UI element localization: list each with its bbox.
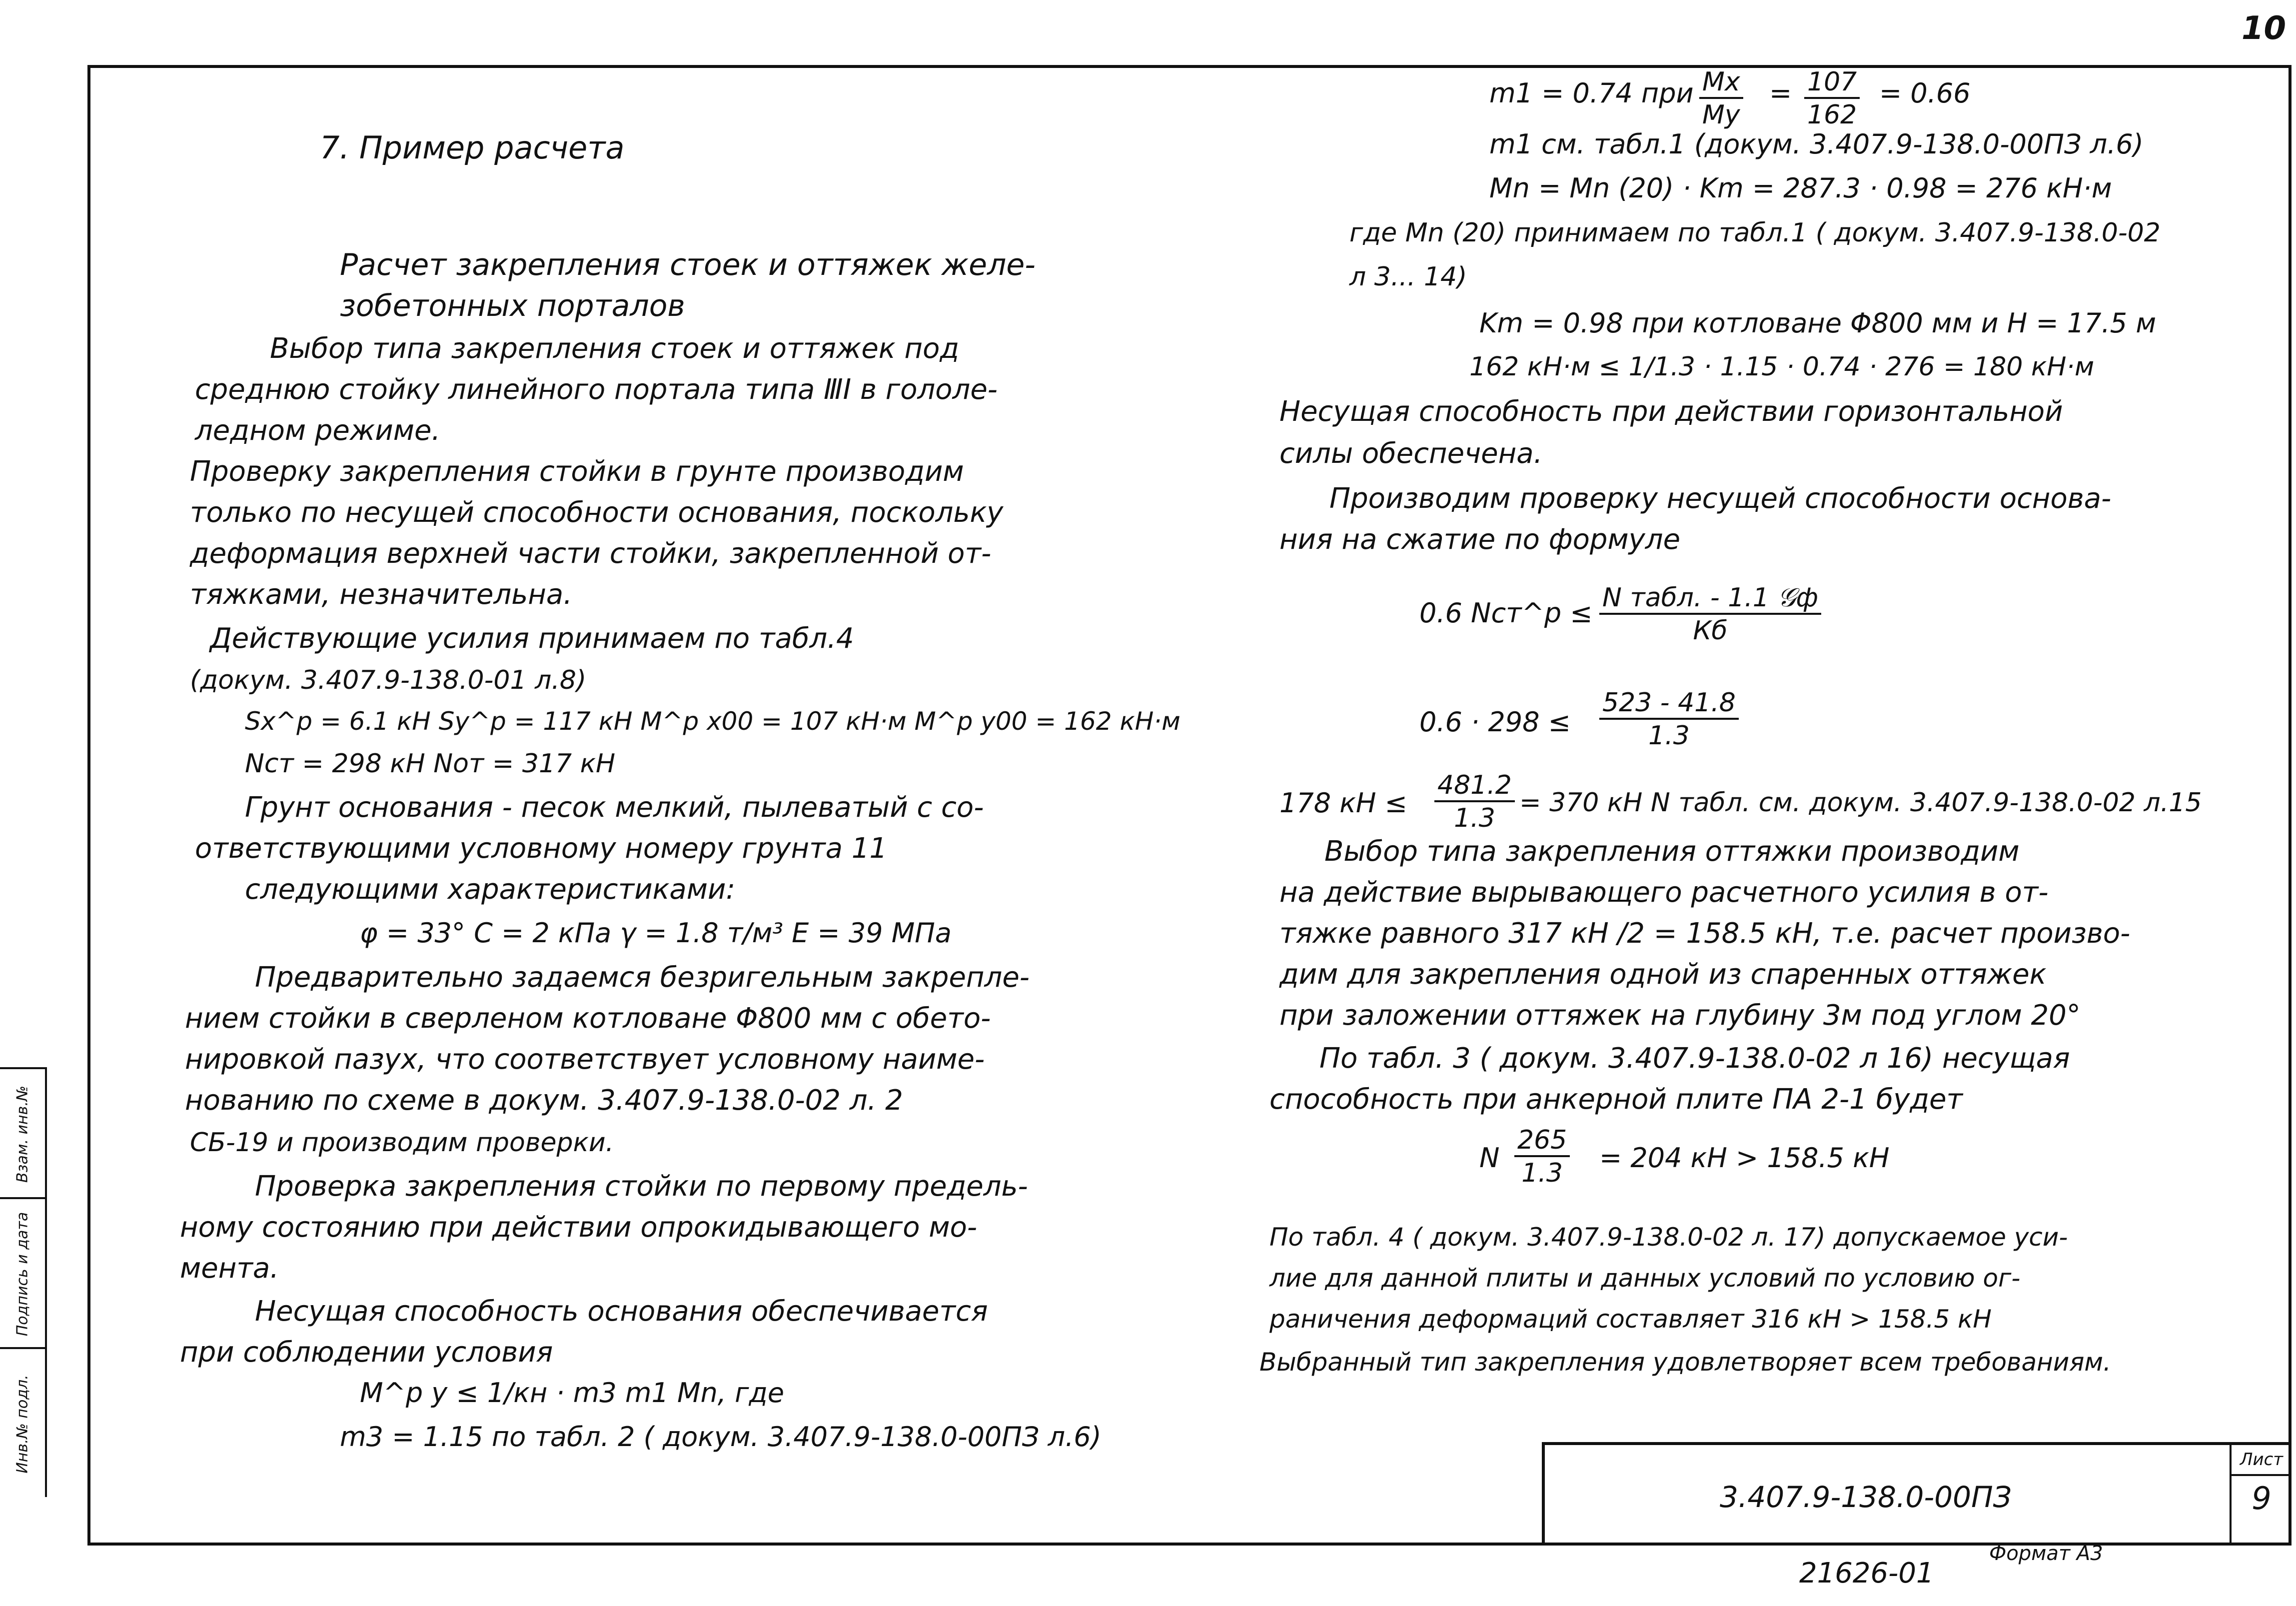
fraction-denominator: Кб <box>1693 616 1728 646</box>
text-line: нованию по схеме в докум. 3.407.9-138.0-02 л. 2 <box>185 1084 903 1117</box>
text-line: Несущая способность при действии горизонтальной <box>1279 395 2063 428</box>
formula-line: = 370 кН N табл. см. докум. 3.407.9-138.0-02 л.15 <box>1519 788 2202 818</box>
text-line: По табл. 3 ( докум. 3.407.9-138.0-02 л 16) несущая <box>1319 1042 2070 1075</box>
text-line: л 3... 14) <box>1349 262 1467 292</box>
formula-line: m1 см. табл.1 (докум. 3.407.9-138.0-00ПЗ л.6) <box>1489 128 2144 160</box>
text-line: Проверку закрепления стойки в грунте производим <box>190 455 964 488</box>
text-line: следующими характеристиками: <box>245 873 736 906</box>
side-stamp-label: Инв.№ подл. <box>13 1375 31 1474</box>
fraction-denominator: My <box>1702 100 1740 130</box>
fraction-n-values <box>1599 690 1739 749</box>
text-line: нием стойки в сверленом котловане Φ800 мм с обето- <box>185 1002 991 1035</box>
text-line: где Mn (20) принимаем по табл.1 ( докум. 3.407.9-138.0-02 <box>1349 218 2161 248</box>
side-stamp-label: Подпись и дата <box>13 1212 31 1337</box>
formula-line: 0.6 · 298 ≤ <box>1419 706 1571 738</box>
side-stamp-label: Взам. инв.№ <box>13 1085 31 1183</box>
fraction-numerator: N табл. - 1.1 𝒢ф <box>1599 585 1821 615</box>
text-line: тяжками, незначительна. <box>190 578 572 611</box>
formula-line: Km = 0.98 при котловане Φ800 мм и H = 17.5 м <box>1479 307 2157 339</box>
fraction-anchor <box>1514 1127 1570 1186</box>
title-block <box>1542 1442 2292 1546</box>
text-line: при соблюдении условия <box>180 1336 553 1369</box>
text-line: Несущая способность основания обеспечивается <box>255 1295 988 1328</box>
page-number: 10 <box>2242 10 2287 47</box>
formula-line: 0.6 Nст^p ≤ <box>1419 597 1593 629</box>
formula-line: N <box>1479 1142 1500 1174</box>
sheet-label: Лист <box>2232 1445 2292 1476</box>
text-line: Производим проверку несущей способности основа- <box>1329 482 2112 515</box>
section-heading: 7. Пример расчета <box>320 129 625 166</box>
fraction-numerator: 481.2 <box>1434 772 1515 802</box>
fraction-mx-my <box>1699 69 1743 128</box>
sheet-number: 9 <box>2252 1480 2272 1517</box>
text-line: Выбор типа закрепления стоек и оттяжек под <box>270 332 960 365</box>
side-stamp-cell <box>0 1347 45 1499</box>
side-stamp <box>0 1067 47 1497</box>
side-stamp-cell <box>0 1067 45 1199</box>
fraction-denominator: 1.3 <box>1521 1158 1563 1188</box>
text-line: Предварительно задаемся безригельным закрепле- <box>255 961 1030 994</box>
text-line: мента. <box>180 1252 279 1285</box>
fraction-n-formula <box>1599 585 1821 644</box>
formula-line: m3 = 1.15 по табл. 2 ( докум. 3.407.9-138.0-00ПЗ л.6) <box>340 1421 1102 1453</box>
text-line: при заложении оттяжек на глубину 3м под углом 20° <box>1279 999 2081 1032</box>
side-stamp-cell <box>0 1197 45 1349</box>
formula-line: = 0.66 <box>1879 77 1971 109</box>
formula-line: 178 кН ≤ <box>1279 787 1407 819</box>
document-code: 3.407.9-138.0-00ПЗ <box>1720 1480 2012 1514</box>
text-line: на действие вырывающего расчетного усилия в от- <box>1279 876 2049 909</box>
text-line: Расчет закрепления стоек и оттяжек желе- <box>340 247 1036 282</box>
formula-line: M^p y ≤ 1/кн · m3 m1 Mn, где <box>360 1377 785 1409</box>
text-line: Проверка закрепления стойки по первому предель- <box>255 1170 1028 1203</box>
fraction-denominator: 162 <box>1807 100 1857 130</box>
text-line: По табл. 4 ( докум. 3.407.9-138.0-02 л. 17) допускаемое уси- <box>1269 1223 2068 1252</box>
text-line: нировкой пазух, что соответствует условному наиме- <box>185 1043 985 1076</box>
fraction-denominator: 1.3 <box>1454 803 1495 833</box>
format-label: Формат А3 <box>1989 1542 2103 1565</box>
fraction-numerator: 107 <box>1804 69 1860 99</box>
formula-line: Mn = Mn (20) · Km = 287.3 · 0.98 = 276 кН·м <box>1489 172 2112 204</box>
text-line: (докум. 3.407.9-138.0-01 л.8) <box>190 665 587 695</box>
text-line: Выбор типа закрепления оттяжки производим <box>1324 835 2020 868</box>
formula-line: = 204 кН > 158.5 кН <box>1599 1142 1890 1174</box>
text-line: ному состоянию при действии опрокидывающего мо- <box>180 1211 978 1244</box>
text-line: ледном режиме. <box>195 414 441 447</box>
sheet-box <box>2230 1445 2292 1546</box>
formula-line: 162 кН·м ≤ 1/1.3 · 1.15 · 0.74 · 276 = 180 кН·м <box>1469 352 2095 382</box>
fraction-numerator: Mx <box>1699 69 1743 99</box>
text-line: лие для данной плиты и данных условий по условию ог- <box>1269 1264 2021 1293</box>
text-line: ответствующими условному номеру грунта 11 <box>195 832 888 865</box>
formula-line: Sx^p = 6.1 кН Sy^p = 117 кН M^p x00 = 107 кН·м M^p y00 = 162 кН·м <box>245 707 1180 736</box>
fraction-m-ratio <box>1804 69 1860 128</box>
text-line: Грунт основания - песок мелкий, пылеватый с со- <box>245 791 984 824</box>
fraction-denominator: 1.3 <box>1648 721 1690 751</box>
fraction-numerator: 523 - 41.8 <box>1599 690 1739 720</box>
archive-number: 21626-01 <box>1799 1557 1934 1590</box>
text-line: тяжке равного 317 кН /2 = 158.5 кН, т.е. расчет произво- <box>1279 917 2131 950</box>
fraction-n-result <box>1434 772 1515 831</box>
formula-sign: = <box>1769 77 1792 109</box>
text-line: деформация верхней части стойки, закрепленной от- <box>190 537 992 570</box>
text-line: дим для закрепления одной из спаренных оттяжек <box>1279 958 2047 991</box>
text-line: зобетонных порталов <box>340 288 685 323</box>
text-line: только по несущей способности основания, поскольку <box>190 496 1004 529</box>
text-line: СБ-19 и производим проверки. <box>190 1128 614 1158</box>
text-line: способность при анкерной плите ПА 2-1 будет <box>1269 1083 1963 1116</box>
fraction-numerator: 265 <box>1514 1127 1570 1157</box>
text-line: среднюю стойку линейного портала типа ⅢI в гололе- <box>195 373 998 406</box>
formula-line: Nст = 298 кН Nот = 317 кН <box>245 749 616 779</box>
text-line: раничения деформаций составляет 316 кН > 158.5 кН <box>1269 1305 1992 1334</box>
text-line: силы обеспечена. <box>1279 437 1543 470</box>
text-line: Действующие усилия принимаем по табл.4 <box>210 622 854 655</box>
text-line: ния на сжатие по формуле <box>1279 523 1681 556</box>
formula-line: φ = 33° C = 2 кПа γ = 1.8 т/м³ E = 39 МПа <box>360 917 952 949</box>
text-line: Выбранный тип закрепления удовлетворяет всем требованиям. <box>1259 1348 2112 1377</box>
formula-line: m1 = 0.74 при <box>1489 77 1694 109</box>
